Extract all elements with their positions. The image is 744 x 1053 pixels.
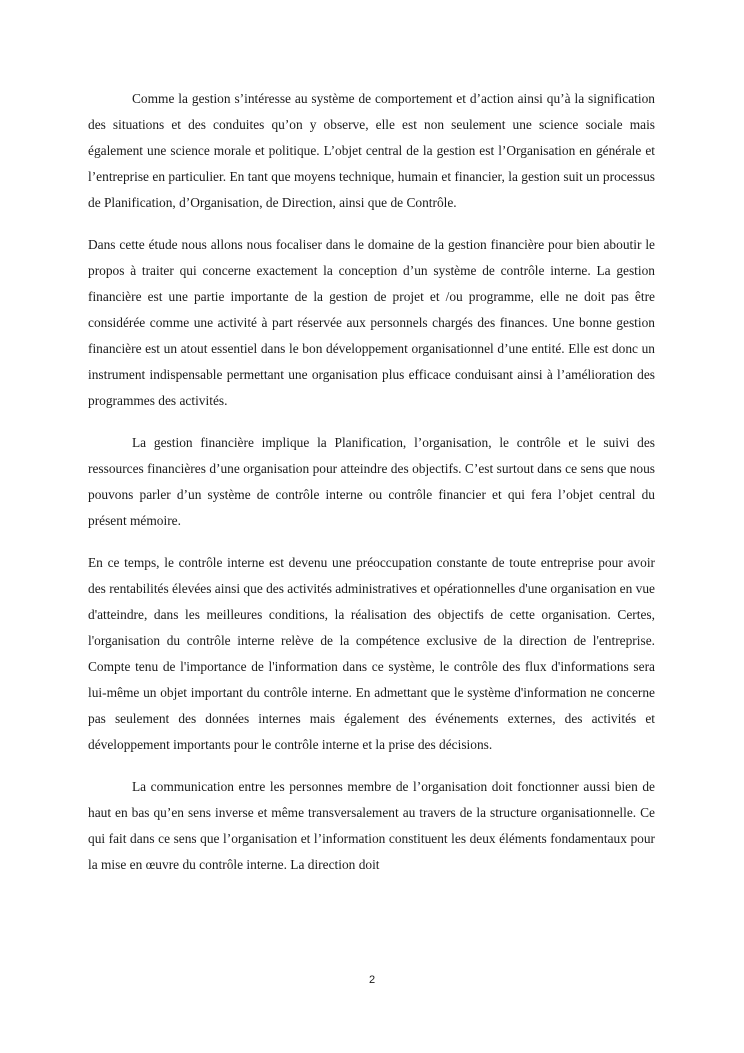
paragraph-planification: La gestion financière implique la Planification, l’organisation, le contrôle et le suivi des ressources financières d’une organisation pour atteindre des objectifs. C’est surtout dans ce sens que nous pouvons parler d’un système de contrôle interne ou contrôle financier et qui fera l’objet central du présent mémoire. [88, 435, 655, 528]
paragraph-controle-interne: En ce temps, le contrôle interne est devenu une préoccupation constante de toute entreprise pour avoir des rentabilités élevées ainsi que des activités administratives et opérationnelles d'une organisation en vue d'atteindre, dans les meilleures conditions, la réalisation des objectifs de cette organisation. Certes, l'organisation du contrôle interne relève de la compétence exclusive de la direction de l'entreprise. Compte tenu de l'importance de l'information dans ce système, le contrôle des flux d'informations sera lui-même un objet important du contrôle interne. En admettant que le système d'information ne concerne pas seulement des données internes mais également des événements externes, des activités et développement importants pour le contrôle interne et la prise des décisions. [88, 555, 656, 752]
body-text [88, 86, 655, 894]
paragraph-gestion-intro: Comme la gestion s’intéresse au système de comportement et d’action ainsi qu’à la signification des situations et des conduites qu’on y observe, elle est non seulement une science sociale mais également une science morale et politique. L’objet central de la gestion est l’Organisation en générale et l’entreprise en particulier. En tant que moyens technique, humain et financier, la gestion suit un processus de Planification, d’Organisation, de Direction, ainsi que de Contrôle. [88, 91, 655, 210]
paragraph-communication: La communication entre les personnes membre de l’organisation doit fonctionner aussi bien de haut en bas qu’en sens inverse et même transversalement au travers de la structure organisationnelle. Ce qui fait dans ce sens que l’organisation et l’information constituent les deux éléments fondamentaux pour la mise en œuvre du contrôle interne. La direction doit [88, 779, 655, 872]
paragraph-gestion-financiere: Dans cette étude nous allons nous focaliser dans le domaine de la gestion financière pour bien aboutir le propos à traiter qui concerne exactement la conception d’un système de contrôle interne. La gestion financière est une partie importante de la gestion de projet et /ou programme, elle ne doit pas être considérée comme une activité à part réservée aux personnels chargés des finances. Une bonne gestion financière est un atout essentiel dans le bon développement organisationnel d’une entité. Elle est donc un instrument indispensable permettant une organisation plus efficace conduisant ainsi à l’amélioration des programmes des activités. [88, 237, 655, 408]
page-number: 2 [368, 974, 376, 986]
